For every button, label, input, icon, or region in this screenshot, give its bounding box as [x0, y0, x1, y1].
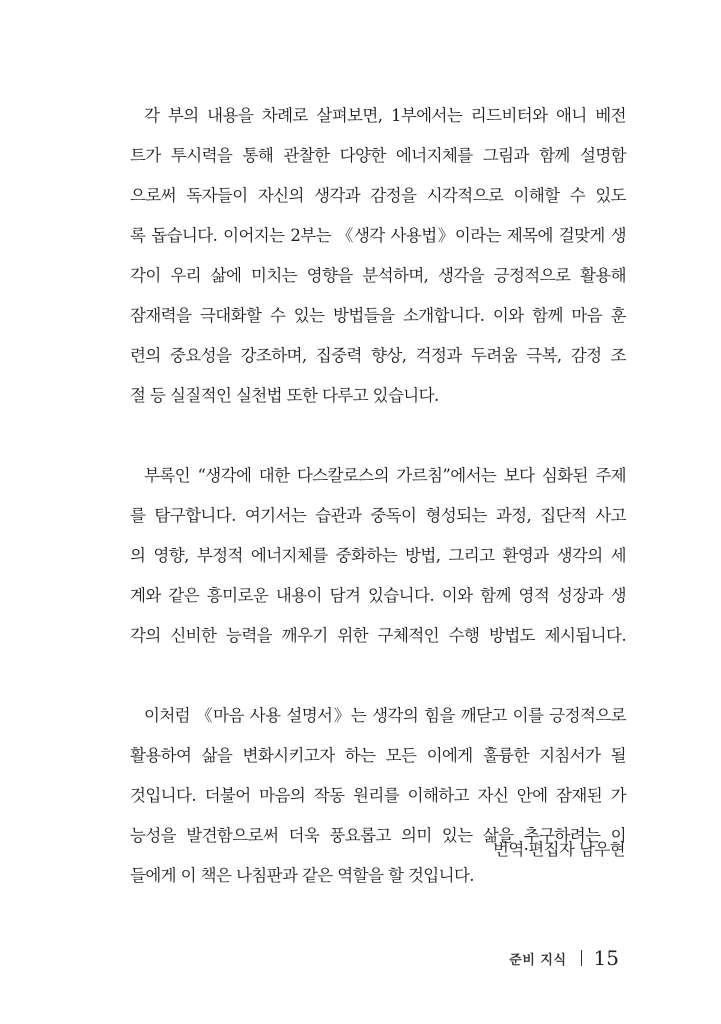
text-line: 를 탐구합니다. 여기서는 습관과 중독이 형성되는 과정, 집단적 사고 [130, 506, 626, 525]
page-number: 15 [593, 946, 619, 970]
text-line: 트가 투시력을 통해 관찰한 다양한 에너지체를 그림과 함께 설명함 [130, 146, 626, 165]
text-line: 으로써 독자들이 자신의 생각과 감정을 시각적으로 이해할 수 있도 [130, 186, 626, 205]
text-line: 들에게 이 책은 나침판과 같은 역할을 할 것입니다. [130, 866, 474, 885]
text-line: 록 돕습니다. 이어지는 2부는 《생각 사용법》이라는 제목에 걸맞게 생 [130, 226, 626, 245]
text-line: 이처럼 《마음 사용 설명서》는 생각의 힘을 깨닫고 이를 긍정적으로 [144, 706, 626, 725]
footer-divider [581, 950, 582, 966]
footer-section-title: 준비 지식 [509, 952, 567, 968]
text-line: 각이 우리 삶에 미치는 영향을 분석하며, 생각을 긍정적으로 활용해 [130, 266, 626, 285]
text-line: 련의 중요성을 강조하며, 집중력 향상, 걱정과 두려움 극복, 감정 조 [130, 346, 626, 365]
text-line: 의 영향, 부정적 에너지체를 중화하는 방법, 그리고 환영과 생각의 세 [130, 546, 626, 565]
text-line: 계와 같은 흥미로운 내용이 담겨 있습니다. 이와 함께 영적 성장과 생 [130, 586, 626, 605]
paragraph [130, 696, 626, 896]
translator-signature: 번역·편집자 남우현 [492, 840, 625, 859]
paragraph [130, 96, 626, 416]
text-line: 각 부의 내용을 차례로 살펴보면, 1부에서는 리드비터와 애니 베전 [144, 106, 626, 125]
text-line: 각의 신비한 능력을 깨우기 위한 구체적인 수행 방법도 제시됩니다. [130, 626, 626, 645]
text-line: 잠재력을 극대화할 수 있는 방법들을 소개합니다. 이와 함께 마음 훈 [130, 306, 626, 325]
text-line: 활용하여 삶을 변화시키고자 하는 모든 이에게 훌륭한 지침서가 될 [130, 746, 626, 765]
page-footer [509, 945, 619, 971]
text-line: 능성을 발견함으로써 더욱 풍요롭고 의미 있는 삶을 추구하려는 이 [130, 826, 626, 845]
paragraph [130, 456, 626, 656]
text-line: 절 등 실질적인 실천법 또한 다루고 있습니다. [130, 386, 439, 405]
text-line: 부록인 “생각에 대한 다스칼로스의 가르침”에서는 보다 심화된 주제 [144, 466, 626, 485]
text-line: 것입니다. 더불어 마음의 작동 원리를 이해하고 자신 안에 잠재된 가 [130, 786, 626, 805]
body-text [130, 96, 626, 896]
